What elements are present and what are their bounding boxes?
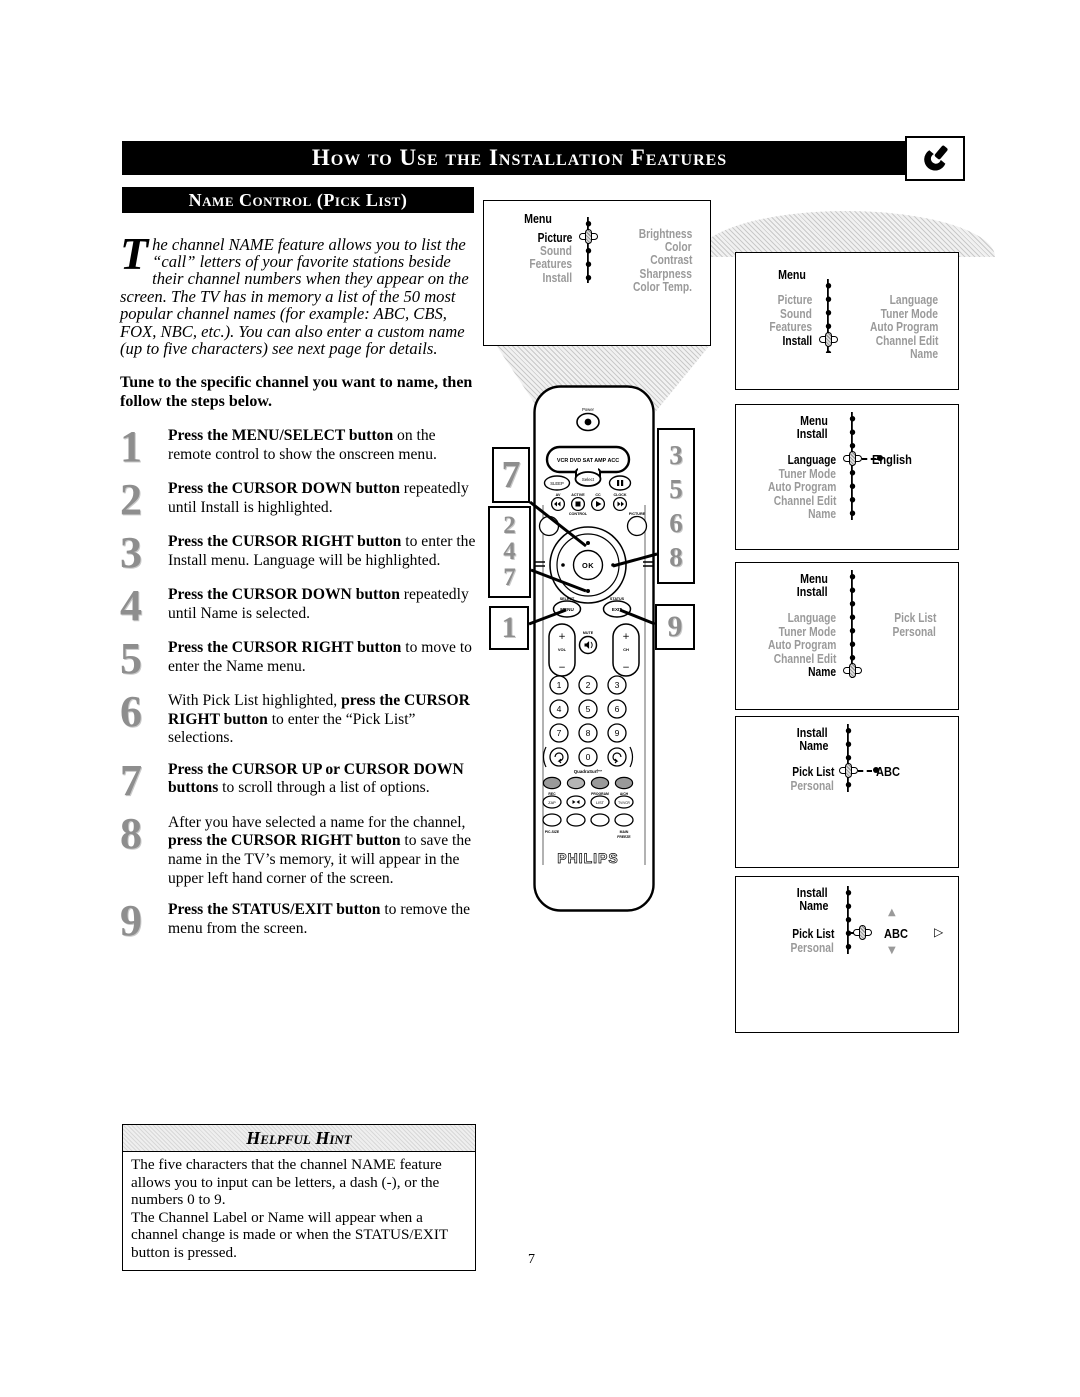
hint-line: The Channel Label or Name will appear when a channel change is made or when the STATUS/EXIT button is pressed. [131,1208,448,1261]
step-item [120,422,480,472]
tv-vcr-label: TV/VCR [618,801,630,805]
tv-menu-screen-4 [735,562,959,710]
program-label: PROGRAM [591,792,609,796]
menu-item: Pick List [791,927,834,941]
scroll-up-icon: ▲ [888,907,896,918]
menu-item: Sound [540,244,572,259]
digit-label: 0 [585,752,591,762]
select-button-label: Select [581,477,595,482]
step-number: 6 [120,687,142,737]
menu-item: Tuner Mode [778,466,836,481]
step-item [120,634,480,684]
surf-left-button [550,748,568,766]
exit-button-label: EXIT [611,607,623,612]
step-number: 4 [120,581,142,631]
surf-right-button [608,748,626,766]
menu-submenu-item: Brightness [638,227,692,241]
select-small-label: SELECT [559,597,575,601]
tv-menu-screen-2 [735,252,959,390]
helpful-hint-box [122,1124,476,1271]
vol-label: VOL [557,647,567,652]
projection-arc [697,211,995,257]
menu-item: Sound [780,306,812,321]
menu-item: Features [529,257,572,272]
step-number: 8 [120,808,142,858]
step-item [120,808,480,888]
digit-label: 9 [614,728,620,738]
menu-dotline [844,724,853,792]
vol-minus: − [558,663,566,673]
philips-logo: PHILIPS [557,850,619,866]
step-item [120,755,480,805]
tv-menu-screen-6 [735,876,959,1033]
menu-value: ABC [884,926,908,941]
menu-title: Name [798,737,828,753]
menu-item: Channel Edit [773,493,836,508]
menu-title: Install [797,583,828,599]
rec-label: REC [548,792,556,796]
zap-label: ZAP [548,801,556,805]
step-text: Press the CURSOR RIGHT button to enter the Install menu. Language will be highlighted. [168,533,476,569]
menu-title: Menu [778,267,806,282]
step-item [120,687,480,748]
vol-plus: + [558,632,566,642]
intro-paragraph [120,227,480,359]
menu-item: Name [808,665,836,679]
menu-cursor-icon [839,763,859,779]
menu-dotline [848,570,857,678]
step-item [120,475,480,525]
callout-number: 7 [501,454,521,496]
step-number: 7 [120,755,142,805]
callout-menu-button [489,606,529,650]
callout-number: 5 [669,474,683,504]
menu-submenu-item: Tuner Mode [880,306,938,321]
main-freeze-label: FREEZE [617,835,631,839]
mute-label: MUTE [582,631,594,635]
menu-value: ABC [876,764,900,779]
step-text: Press the CURSOR DOWN button repeatedly until Name is selected. [168,586,469,622]
callout-number: 3 [669,440,683,470]
header-icon-box [905,136,965,181]
menu-submenu-item: Auto Program [869,320,938,334]
step-number: 2 [120,475,142,525]
step-number: 1 [120,422,142,472]
step-text: Press the CURSOR RIGHT button to move to enter the Name menu. [168,639,472,675]
menu-item: Picture [777,293,812,307]
step-item [120,528,480,578]
menu-item: Install [542,270,572,285]
callout-number: 4 [503,538,516,565]
menu-button-label: MENU [560,607,574,612]
menu-item: Auto Program [767,638,836,652]
menu-item: Auto Program [767,480,836,494]
clock-label: CLOCK [613,493,627,497]
menu-cursor-icon [843,451,863,467]
callout-number: 8 [669,542,683,572]
picture-label: PICTURE [628,512,646,516]
digit-label: 3 [614,680,620,690]
quadrasurf-label: QuadraSurf™ [573,769,603,774]
helpful-hint-title: Helpful Hint [246,1127,352,1148]
step-text: With Pick List highlighted, press the CURSOR RIGHT button to enter the “Pick List” selections. [168,692,470,747]
menu-item: Personal [790,778,834,793]
menu-title: Install [797,725,828,740]
step-number: 3 [120,528,142,578]
callout-cursor-up [492,447,530,503]
step-number: 5 [120,634,142,684]
menu-item: Features [769,320,812,334]
menu-item: Tuner Mode [778,624,836,639]
sleep-label: SLEEP [550,481,564,486]
callout-cursor-right [657,428,695,584]
ch-minus: − [622,663,630,673]
digit-label: 1 [556,680,562,690]
digit-label: 6 [614,704,620,714]
value-connector [858,770,872,772]
menu-item: Channel Edit [773,651,836,666]
menu-item: Pick List [791,765,834,779]
status-small-label: STATUS [609,597,625,601]
menu-item: Picture [537,231,572,245]
menu-dotline [584,217,593,283]
menu-submenu-item: Personal [892,624,936,639]
menu-item: Language [787,453,836,467]
menu-item: Name [808,507,836,521]
menu-cursor-icon [579,229,599,245]
digit-label: 7 [556,728,562,738]
menu-submenu-item: Name [910,347,938,361]
helpful-hint-header [123,1125,475,1152]
menu-title: Name [798,897,828,913]
menu-submenu-item: Contrast [649,253,692,268]
ach-label: A/CH [619,792,629,796]
callout-number: 9 [667,610,683,643]
menu-submenu-item: Language [889,293,938,307]
callout-number: 2 [503,512,516,539]
menu-item: Language [787,611,836,625]
cc-label: CC [595,493,601,497]
digit-label: 5 [585,704,591,714]
steps-list [120,422,480,946]
step-text: After you have selected a name for the channel, press the CURSOR RIGHT button to save the name in the TV’s memory, it will appear in the upper left hand corner of the screen. [168,813,472,887]
step-item [120,581,480,631]
av-label: AV [555,493,561,497]
section-title: Name Control (Pick List) [188,189,408,210]
list-label: LIST [595,801,605,805]
page-title: How to Use the Installation Features [311,145,728,170]
callout-number: 7 [503,564,516,591]
main-freeze-label: MAIN [619,830,629,834]
step-item [120,896,480,946]
menu-title: Menu [524,211,552,226]
hint-line: The five characters that the channel NAME feature allows you to input can be letters, a dash (-), or the numbers 0 to 9. [131,1156,442,1209]
page-number: 7 [528,1252,535,1267]
menu-submenu-item: Color Temp. [632,279,692,294]
menu-title: Install [797,425,828,441]
callout-number: 6 [669,508,683,538]
menu-item: Personal [790,940,834,955]
device-bar-label: VCR DVD SAT AMP ACC [556,458,620,464]
section-title-bar [122,187,474,213]
callout-number: 1 [501,611,517,644]
digit-label: 8 [585,728,591,738]
step-text: Press the MENU/SELECT button on the remote control to show the onscreen menu. [168,427,437,463]
menu-title: Menu [800,413,828,428]
page-header-bar [122,141,963,175]
menu-submenu-item: Sharpness [639,266,692,281]
step-text: Press the CURSOR UP or CURSOR DOWN buttons to scroll through a list of options. [168,760,464,797]
menu-title: Install [797,885,828,900]
menu-item: Install [782,333,812,348]
digit-label: 2 [585,680,591,690]
menu-dotline [844,886,853,954]
save-right-icon: ▷ [934,925,944,939]
menu-value: English [872,452,912,467]
ok-label: OK [581,561,595,570]
ch-label: CH [623,647,629,652]
menu-cursor-icon [853,925,873,941]
pic-size-label: PIC-SIZE [544,830,560,834]
callout-exit-button [655,604,695,650]
step-text: Press the STATUS/EXIT button to remove the menu from the screen. [168,901,471,937]
ch-plus: + [622,632,630,642]
tv-menu-screen-1 [483,200,711,346]
digit-label: 4 [556,704,562,714]
wrench-icon [915,142,955,176]
power-label: Power [582,407,594,412]
menu-submenu-item: Color [665,240,692,255]
left-column [120,219,480,946]
menu-title: Menu [800,571,828,586]
step-text: Press the CURSOR DOWN button repeatedly until Install is highlighted. [168,480,469,516]
tv-menu-screen-3 [735,404,959,550]
menu-cursor-icon [819,332,839,348]
intro-text: he channel NAME feature allows you to list the “call” letters of your favorite stations beside their channel numbers when they appear on the screen. The TV has in memory a list of the 50 most popular channel names (for example: ABC, CBS, FOX, NBC, etc.). You can also enter a custom name (up to five characters) see next page for details. [120,234,469,359]
callout-cursor-down [488,506,531,598]
helpful-hint-body [123,1152,475,1270]
control-label: CONTROL [568,512,588,516]
menu-cursor-icon [843,663,863,679]
record-button [567,796,585,808]
step-number: 9 [120,896,142,946]
scroll-down-icon: ▼ [888,945,896,956]
menu-submenu-item: Pick List [893,611,936,625]
tune-note: Tune to the specific channel you want to name, then follow the steps below. [120,374,473,410]
active-label: ACTIVE [571,493,585,497]
drop-cap: T [120,227,149,279]
tv-menu-screen-5 [735,716,959,868]
menu-submenu-item: Channel Edit [875,333,938,348]
